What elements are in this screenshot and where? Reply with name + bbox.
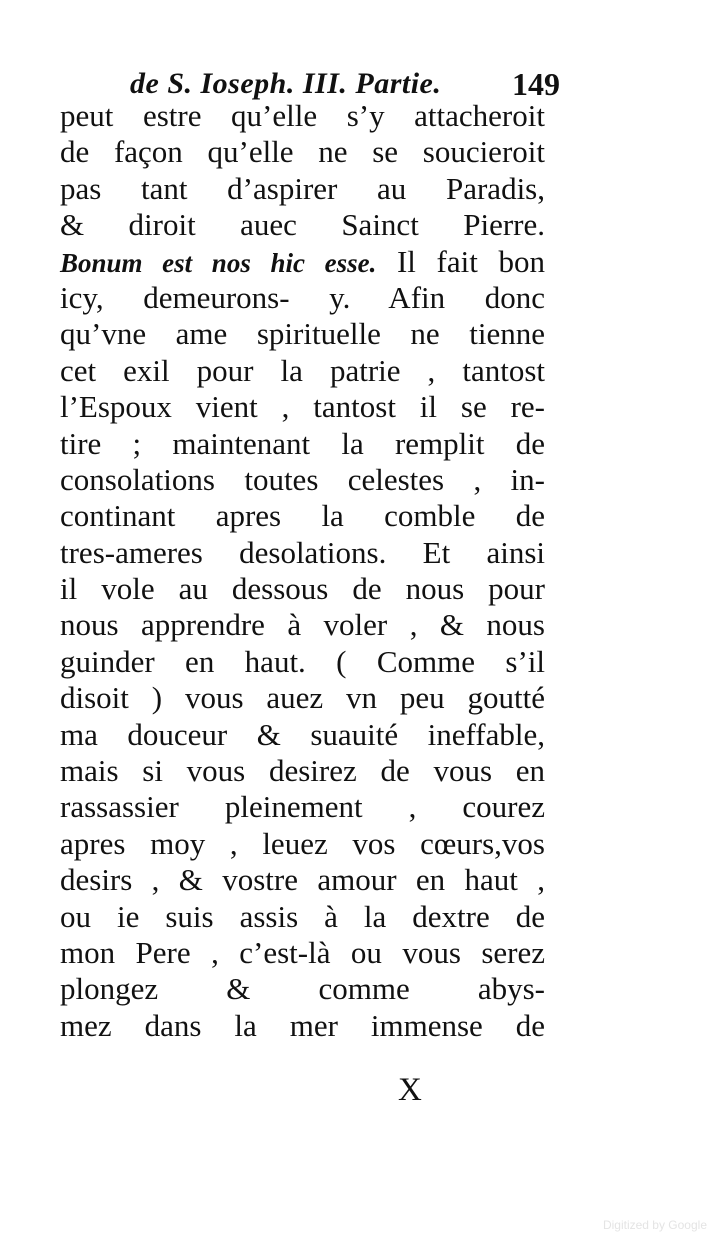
text-line: tres-ameres desolations. Et ainsi	[60, 534, 545, 570]
text-line: & diroit auec Sainct Pierre.	[60, 207, 545, 243]
text-line: icy, demeurons- y. Afin donc	[60, 279, 545, 315]
text-line: mon Pere , c’est-là ou vous serez	[60, 934, 545, 970]
text-line: consolations toutes celestes , in-	[60, 461, 545, 497]
text-line: plongez & comme abys-	[60, 971, 545, 1007]
text-line: l’Espoux vient , tantost il se re-	[60, 389, 545, 425]
text-line: ou ie suis assis à la dextre de	[60, 898, 545, 934]
text-line: mais si vous desirez de vous en	[60, 753, 545, 789]
latin-quote: Bonum est nos hic esse.	[60, 247, 377, 278]
signature-mark: X	[398, 1072, 424, 1108]
body-text	[60, 98, 545, 1044]
text-line: guinder en haut. ( Comme s’il	[60, 643, 545, 679]
latin-quote-continuation: Il fait bon	[376, 243, 545, 279]
text-line: desirs , & vostre amour en haut ,	[60, 862, 545, 898]
watermark: Digitized by Google	[602, 1218, 707, 1232]
text-line: mez dans la mer immense de	[60, 1007, 545, 1043]
page-number: 149	[512, 66, 560, 102]
text-line: rassassier pleinement , courez	[60, 789, 545, 825]
text-line-latin-quote	[60, 244, 545, 280]
text-line: apres moy , leuez vos cœurs,vos	[60, 825, 545, 861]
text-line: pas tant d’aspirer au Paradis,	[60, 170, 545, 206]
text-line: nous apprendre à voler , & nous	[60, 607, 545, 643]
text-line: disoit ) vous auez vn peu goutté	[60, 680, 545, 716]
text-line: tire ; maintenant la remplit de	[60, 425, 545, 461]
text-line: de façon qu’elle ne se soucieroit	[60, 134, 545, 170]
text-line: ma douceur & suauité ineffable,	[60, 716, 545, 752]
text-line: peut estre qu’elle s’y attacheroit	[60, 98, 545, 133]
text-line: continant apres la comble de	[60, 498, 545, 534]
text-line: qu’vne ame spirituelle ne tienne	[60, 316, 545, 352]
text-line: il vole au dessous de nous pour	[60, 571, 545, 607]
text-line: cet exil pour la patrie , tantost	[60, 352, 545, 388]
running-head: de S. Ioseph. III. Partie.	[130, 67, 442, 100]
